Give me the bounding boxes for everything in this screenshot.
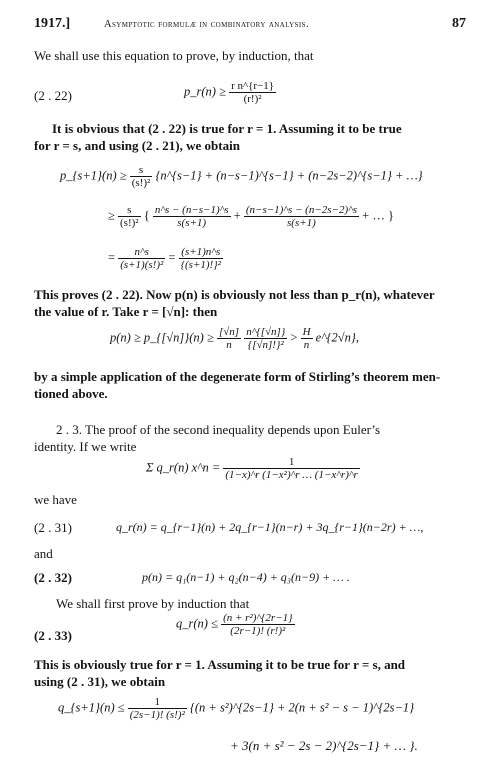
fraction-numerator: n^s xyxy=(134,246,149,258)
fraction-numerator: n^s − (n−s−1)^s xyxy=(154,204,229,216)
equation-2-31: q_r(n) = q_{r−1}(n) + 2q_{r−1}(n−r) + 3q_{r−1}(n−2r) + …, xyxy=(116,520,424,534)
paragraph-line: It is obvious that (2 . 22) is true for r = 1. Assuming it to be true xyxy=(52,121,402,136)
equation-sqrt-bound xyxy=(110,326,359,351)
fraction-denominator: (s+1)(s!)² xyxy=(120,259,164,271)
paragraph-line: tioned above. xyxy=(34,386,108,401)
equation-number: (2 . 33) xyxy=(34,628,72,643)
paragraph-line: the value of r. Take r = [√n]: then xyxy=(34,304,218,319)
series-tail: + … } xyxy=(362,208,394,223)
fraction-denominator: (2r−1)! (r!)² xyxy=(221,624,294,637)
paragraph-line: using (2 . 31), we obtain xyxy=(34,674,166,689)
fraction-denominator: n xyxy=(217,338,241,351)
fraction-numerator: [√n] xyxy=(218,326,240,338)
series-line: + 3(n + s² − 2s − 2)^{2s−1} + … }. xyxy=(230,738,418,753)
fraction-numerator: 1 xyxy=(154,696,160,708)
fraction-denominator: (1−x)^r (1−x²)^r … (1−x^r)^r xyxy=(225,469,358,481)
equation-lhs: p(n) ≥ p_{[√n]}(n) ≥ xyxy=(110,330,214,345)
fraction-denominator: (r!)² xyxy=(229,92,276,105)
and-text: and xyxy=(34,546,53,561)
equation-number: (2 . 32) xyxy=(34,570,72,585)
equation-2-32: p(n) = q₁(n−1) + q₂(n−4) + q₃(n−9) + … . xyxy=(142,570,350,584)
we-have-text: we have xyxy=(34,492,77,507)
derivation-rhs: {n^{s−1} + (n−s−1)^{s−1} + (n−2s−2)^{s−1} + …} xyxy=(155,168,423,183)
page-number: 87 xyxy=(452,16,466,31)
fraction-numerator: (n−s−1)^s − (n−2s−2)^s xyxy=(245,204,358,216)
fraction-denominator: s(s+1) xyxy=(244,216,359,229)
header-year: 1917.] xyxy=(34,16,71,31)
equation-lhs: q_{s+1}(n) ≤ xyxy=(58,700,125,715)
fraction-denominator: n xyxy=(301,338,313,351)
relation-sign: > xyxy=(290,330,298,345)
relation-sign: ≥ xyxy=(108,208,115,223)
fraction-denominator: (2s−1)! (s!)² xyxy=(129,709,185,721)
fraction-denominator: (s!)² xyxy=(120,217,139,229)
derivation-lhs: p_{s+1}(n) ≥ xyxy=(60,168,127,183)
paragraph-line: This proves (2 . 22). Now p(n) is obviously not less than p_r(n), whatever xyxy=(34,287,435,302)
journal-page: 1917.] Asymptotic formulæ in combinatory analysis. 87 We shall use this equation to prove, by induction, that (2 . 22) p_r(n) ≥ $\frac{\text{r n\textasciicircum{}\{r−1\}}}{\text{(r!)²}}$ It is obvious that (2 . 22) is true for r = 1. Assuming it to be true for r = s, and using (2 . 21), we obtain p_{s+1}(n) ≥ $\frac{s}{\text{(s!)²}}$ {n^{s−1} + (n−s−1)^{s−1} + (n−2s−2)^{s−1} + …} ≥ $\frac{s}{\text{(s!)²}}$ { $\frac{n\^{}s - (n-s-1)\^{}s}{s(s+1)}$ + $\frac{(n-s-1)\^{}s - (n-2s-2)\^{}s}{s(s+1)}$ + … } = $\frac{n\^{}s}{\text{(s+1)(s!)²}}$ = $\frac{(s+1)n\^{}s}{\text{\{(s+1)!\}²}}$ This proves (2 . 22). Now p(n) is obviously not less than p_r(n), whatever the value of r. Take r = [√n]: then p(n) ≥ p_{[√n]}(n) ≥ $\frac{[√n]}{n}$ $\frac{n\^{}\{[√n]\}}{\text{\{[√n]!\}²}}$ > $\frac{H}{n}$ e^{2√n}, by a simple application of the degenerate form of Stirling’s theorem men- tioned above. 2 . 3. The proof of the second inequality depends upon Euler’s identity. If we write Σ q_r(n) x^n = $\frac{1}{\text{(1−x)\textasciicircum{}r (1−x²)\textasciicircum{}r … (1−x\textasciicircum{}r)\textasciicircum{}r}}$ we have (2 . 31) q_r(n) = q_{r−1}(n) + 2q_{r−1}(n−r) + 3q_{r−1}(n−2r) + …, and (2 . 32) p(n) = q₁(n−1) + q₂(n−4) + q₃(n−9) + … . We shall first prove by induction that (2 . 33) q_r(n) ≤ $\frac{\text{(n + r²)\textasciicircum{}\{2r−1\}}}{\text{(2r−1)! (r!)²}}$ This is obviously true for r = 1. Assuming it to be true for r = s, and using (2 . 31), we obtain q_{s+1}(n) ≤ $\frac{1}{\text{(2s−1)! (s!)²}}$ {(n + s²)^{2s−1} + 2(n + s² − s − 1)^{2s−1} + 3(n + s² − 2s − 2)^{2s−1} + … }. xyxy=(34,16,466,753)
intro-text: We shall use this equation to prove, by induction, that xyxy=(34,48,314,63)
fraction-denominator: {(s+1)!}² xyxy=(180,259,221,271)
relation-sign: = xyxy=(168,250,176,265)
section-heading-line: 2 . 3. The proof of the second inequality depends upon Euler’s xyxy=(56,422,381,437)
equation-lhs: q_r(n) ≤ xyxy=(176,616,218,631)
equation-number: (2 . 31) xyxy=(34,520,72,535)
paragraph-line: We shall first prove by induction that xyxy=(56,596,250,611)
fraction-numerator: s xyxy=(138,164,144,176)
fraction-numerator: 1 xyxy=(288,456,295,468)
fraction-denominator: s(s+1) xyxy=(153,216,231,229)
fraction-numerator: (s+1)n^s xyxy=(181,246,221,258)
fraction-denominator: (s!)² xyxy=(131,177,151,189)
fraction-denominator: {[√n]!}² xyxy=(244,338,287,351)
running-title: Asymptotic formulæ in combinatory analysis. xyxy=(104,19,309,30)
paragraph-line: This is obviously true for r = 1. Assuming it to be true for r = s, and xyxy=(34,657,406,672)
equation-number: (2 . 22) xyxy=(34,88,72,103)
exponential-term: e^{2√n}, xyxy=(315,330,359,345)
section-heading-line: identity. If we write xyxy=(34,439,137,454)
fraction-numerator: H xyxy=(302,326,311,338)
fraction-numerator: (n + r²)^{2r−1} xyxy=(223,612,293,624)
series-line: {(n + s²)^{2s−1} + 2(n + s² − s − 1)^{2s−1} xyxy=(189,700,415,715)
paragraph-line: for r = s, and using (2 . 21), we obtain xyxy=(34,138,240,153)
fraction-numerator: s xyxy=(127,204,132,216)
euler-identity xyxy=(146,456,360,481)
equation-lhs: Σ q_r(n) x^n = xyxy=(146,460,221,475)
equation-lhs: p_r(n) ≥ xyxy=(184,84,226,99)
paragraph-line: by a simple application of the degenerate form of Stirling’s theorem men- xyxy=(34,369,441,384)
fraction-numerator: n^{[√n]} xyxy=(246,326,286,338)
relation-sign: = xyxy=(108,250,116,265)
fraction-numerator: r n^{r−1} xyxy=(231,80,275,92)
